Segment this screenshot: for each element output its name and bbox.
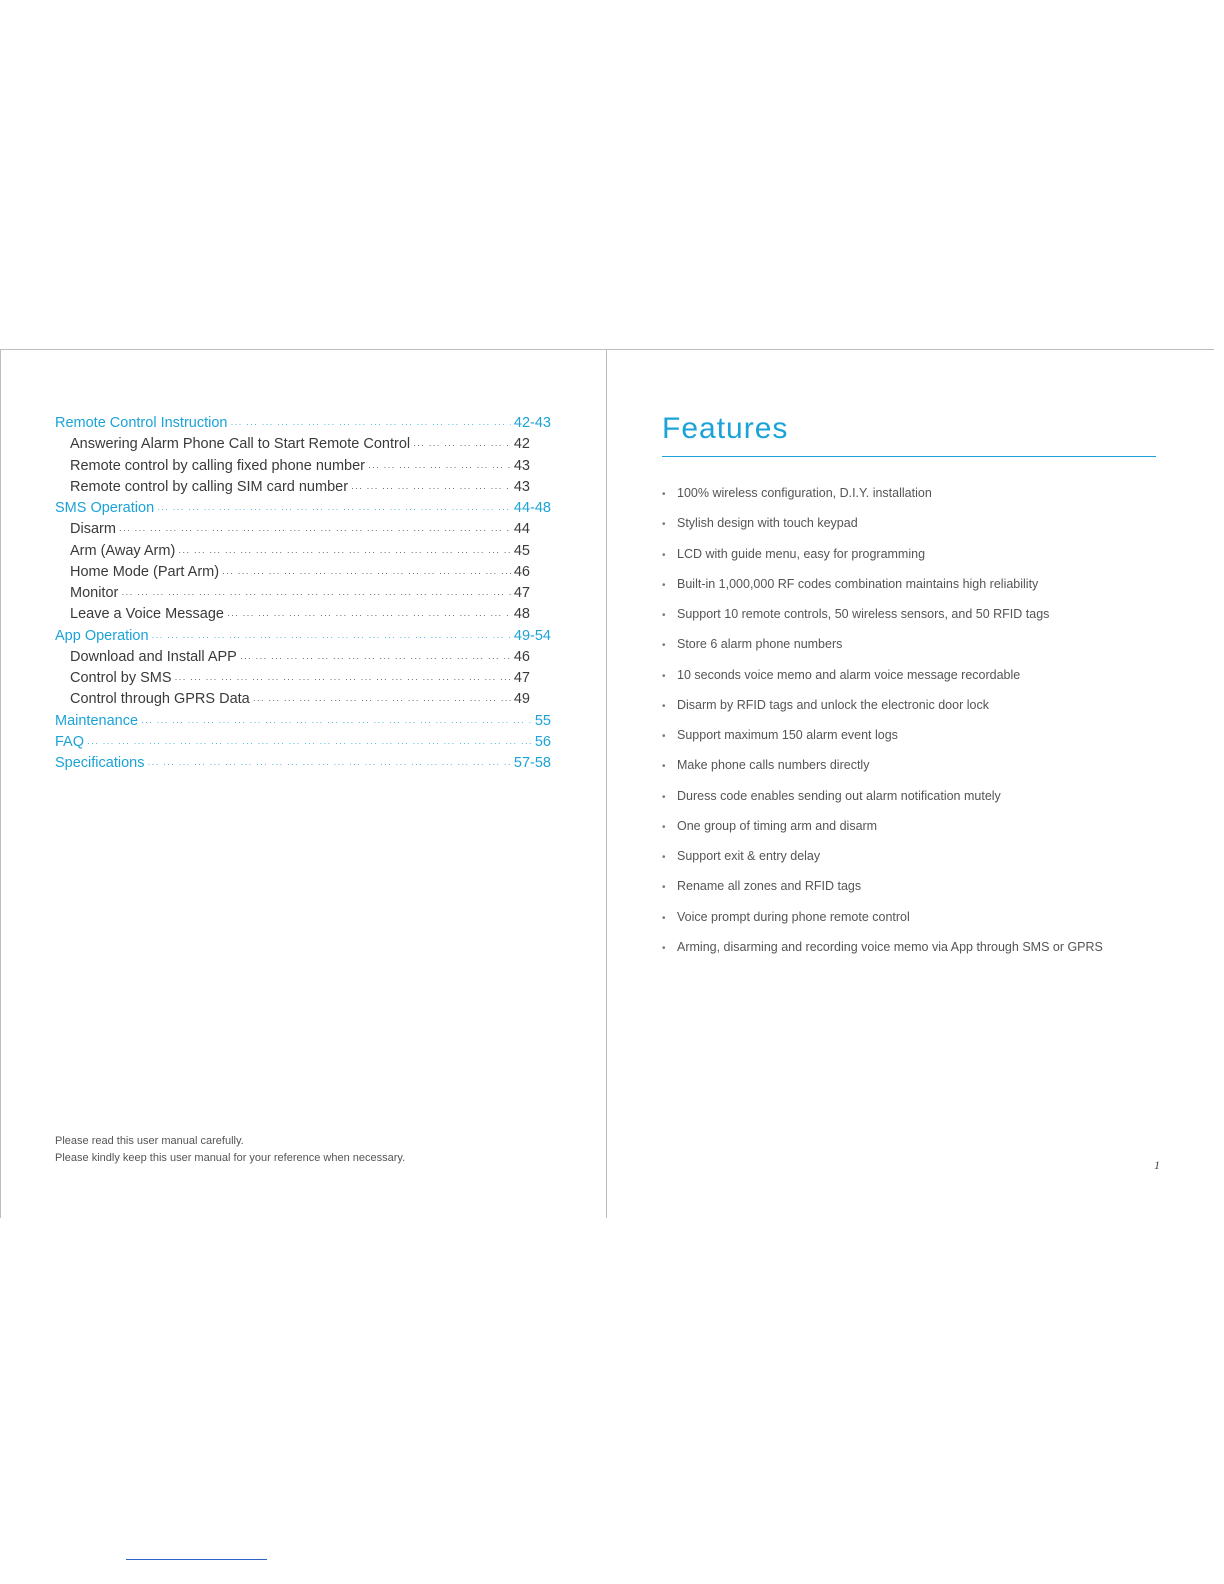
bullet-icon: • bbox=[662, 489, 666, 500]
toc-entry-title: Answering Alarm Phone Call to Start Remote Control bbox=[70, 436, 411, 453]
toc-entry-page: 45 bbox=[513, 542, 530, 559]
toc-entry[interactable] bbox=[55, 543, 551, 564]
toc-entry-title: Arm (Away Arm) bbox=[70, 542, 176, 559]
toc-entry-title: Remote control by calling SIM card number bbox=[70, 478, 349, 495]
feature-item bbox=[662, 577, 1103, 607]
feature-text: 10 seconds voice memo and alarm voice message recordable bbox=[677, 667, 1021, 682]
toc-entry[interactable] bbox=[55, 734, 551, 755]
toc-entry-page: 56 bbox=[534, 733, 551, 750]
bullet-icon: • bbox=[662, 821, 666, 833]
toc-entry-title: Monitor bbox=[70, 585, 119, 601]
table-of-contents bbox=[55, 415, 551, 776]
toc-entry-page: 49 bbox=[513, 691, 530, 708]
feature-item bbox=[662, 819, 1103, 849]
feature-text: Support maximum 150 alarm event logs bbox=[677, 728, 898, 742]
toc-dot-leader bbox=[141, 717, 532, 727]
feature-item bbox=[662, 910, 1103, 940]
bullet-icon: • bbox=[662, 791, 666, 803]
toc-entry-page: 42 bbox=[513, 436, 530, 453]
toc-dot-leader bbox=[178, 547, 511, 557]
feature-item bbox=[662, 698, 1103, 728]
toc-entry-page: 42-43 bbox=[513, 415, 551, 431]
manual-note bbox=[55, 1133, 405, 1167]
toc-entry-page: 47 bbox=[513, 585, 530, 601]
bullet-icon: • bbox=[662, 640, 666, 652]
toc-dot-leader bbox=[253, 695, 511, 705]
feature-item bbox=[662, 516, 1103, 546]
toc-entry-page: 43 bbox=[513, 478, 530, 495]
page-fold-divider bbox=[606, 349, 607, 1218]
toc-entry-title: Specifications bbox=[55, 755, 145, 771]
toc-entry[interactable] bbox=[55, 649, 551, 670]
toc-entry-title: Remote control by calling fixed phone number bbox=[70, 457, 365, 474]
toc-entry[interactable] bbox=[55, 713, 551, 734]
feature-text: Stylish design with touch keypad bbox=[677, 516, 858, 531]
bullet-icon: • bbox=[662, 670, 666, 682]
toc-entry-title: App Operation bbox=[55, 627, 149, 644]
feature-text: Voice prompt during phone remote control bbox=[677, 909, 910, 924]
toc-entry-page: 55 bbox=[534, 712, 551, 729]
bullet-icon: • bbox=[662, 610, 666, 621]
feature-item bbox=[662, 637, 1103, 667]
feature-text: Support 10 remote controls, 50 wireless sensors, and 50 RFID tags bbox=[677, 607, 1050, 621]
toc-entry-page: 47 bbox=[513, 670, 530, 686]
feature-item bbox=[662, 789, 1103, 819]
toc-entry-title: Download and Install APP bbox=[70, 648, 237, 665]
page-left-edge bbox=[0, 349, 1, 1218]
feature-item bbox=[662, 879, 1103, 909]
bullet-icon: • bbox=[662, 700, 666, 712]
toc-entry-page: 48 bbox=[513, 606, 530, 623]
toc-entry-title: Disarm bbox=[70, 521, 116, 538]
toc-entry[interactable] bbox=[55, 585, 551, 606]
toc-dot-leader bbox=[227, 610, 511, 620]
toc-entry-page: 43 bbox=[513, 457, 530, 474]
toc-dot-leader bbox=[230, 419, 510, 429]
feature-item bbox=[662, 940, 1103, 970]
footer-link-underline bbox=[126, 1559, 267, 1560]
page-number: 1 bbox=[1154, 1158, 1160, 1172]
feature-item bbox=[662, 607, 1103, 637]
toc-entry-title: Control through GPRS Data bbox=[70, 691, 250, 708]
feature-text: Duress code enables sending out alarm notification mutely bbox=[677, 788, 1001, 803]
toc-dot-leader bbox=[119, 525, 511, 535]
toc-entry-title: Remote Control Instruction bbox=[55, 415, 228, 431]
toc-entry-title: SMS Operation bbox=[55, 500, 155, 516]
toc-entry[interactable] bbox=[55, 628, 551, 649]
note-line-read: Please read this user manual carefully. bbox=[55, 1135, 244, 1147]
toc-entry[interactable] bbox=[55, 691, 551, 712]
feature-text: Built-in 1,000,000 RF codes combination maintains high reliability bbox=[677, 576, 1039, 591]
feature-text: LCD with guide menu, easy for programming bbox=[677, 546, 926, 561]
features-list bbox=[662, 486, 1103, 970]
toc-dot-leader bbox=[157, 504, 511, 514]
toc-dot-leader bbox=[222, 568, 511, 578]
toc-entry[interactable] bbox=[55, 670, 551, 691]
toc-entry[interactable] bbox=[55, 521, 551, 542]
toc-entry[interactable] bbox=[55, 755, 551, 776]
toc-entry-title: FAQ bbox=[55, 733, 85, 750]
features-heading-rule bbox=[662, 456, 1156, 457]
features-heading: Features bbox=[662, 412, 789, 445]
feature-item bbox=[662, 668, 1103, 698]
feature-text: One group of timing arm and disarm bbox=[677, 818, 878, 833]
feature-text: 100% wireless configuration, D.I.Y. installation bbox=[677, 486, 932, 500]
bullet-icon: • bbox=[662, 731, 666, 742]
toc-entry[interactable] bbox=[55, 500, 551, 521]
toc-entry-page: 44-48 bbox=[513, 500, 551, 516]
feature-item bbox=[662, 486, 1103, 516]
bullet-icon: • bbox=[662, 882, 666, 894]
feature-text: Rename all zones and RFID tags bbox=[677, 879, 862, 894]
note-line-keep: Please kindly keep this user manual for your reference when necessary. bbox=[55, 1152, 406, 1164]
toc-dot-leader bbox=[413, 440, 511, 450]
toc-entry-title: Control by SMS bbox=[70, 670, 172, 686]
bullet-icon: • bbox=[662, 942, 666, 954]
toc-entry[interactable] bbox=[55, 479, 551, 500]
bullet-icon: • bbox=[662, 852, 666, 863]
feature-text: Make phone calls numbers directly bbox=[677, 758, 870, 773]
bullet-icon: • bbox=[662, 912, 666, 924]
toc-entry-page: 44 bbox=[513, 521, 530, 538]
toc-dot-leader bbox=[368, 462, 511, 472]
toc-dot-leader bbox=[121, 589, 511, 599]
feature-text: Arming, disarming and recording voice memo via App through SMS or GPRS bbox=[677, 939, 1103, 954]
toc-entry-page: 49-54 bbox=[513, 627, 551, 644]
feature-item bbox=[662, 758, 1103, 788]
toc-dot-leader bbox=[175, 674, 511, 684]
toc-entry-page: 57-58 bbox=[513, 755, 551, 771]
feature-text: Disarm by RFID tags and unlock the electronic door lock bbox=[677, 697, 989, 712]
toc-entry-title: Maintenance bbox=[55, 712, 139, 729]
bullet-icon: • bbox=[662, 761, 666, 773]
toc-entry[interactable] bbox=[55, 436, 551, 457]
feature-item bbox=[662, 728, 1103, 758]
feature-text: Support exit & entry delay bbox=[677, 849, 821, 863]
toc-dot-leader bbox=[240, 653, 511, 663]
bullet-icon: • bbox=[662, 579, 666, 591]
toc-dot-leader bbox=[351, 483, 511, 493]
toc-entry-title: Home Mode (Part Arm) bbox=[70, 563, 220, 580]
toc-dot-leader bbox=[147, 759, 510, 769]
toc-entry[interactable] bbox=[55, 606, 551, 627]
feature-item bbox=[662, 547, 1103, 577]
toc-entry[interactable] bbox=[55, 458, 551, 479]
bullet-icon: • bbox=[662, 549, 666, 561]
toc-entry-page: 46 bbox=[513, 563, 530, 580]
feature-item bbox=[662, 849, 1103, 879]
toc-entry[interactable] bbox=[55, 415, 551, 436]
bullet-icon: • bbox=[662, 519, 666, 531]
toc-entry[interactable] bbox=[55, 564, 551, 585]
toc-dot-leader bbox=[87, 738, 532, 748]
toc-entry-page: 46 bbox=[513, 648, 530, 665]
toc-dot-leader bbox=[152, 632, 511, 642]
feature-text: Store 6 alarm phone numbers bbox=[677, 637, 843, 652]
toc-entry-title: Leave a Voice Message bbox=[70, 606, 224, 623]
